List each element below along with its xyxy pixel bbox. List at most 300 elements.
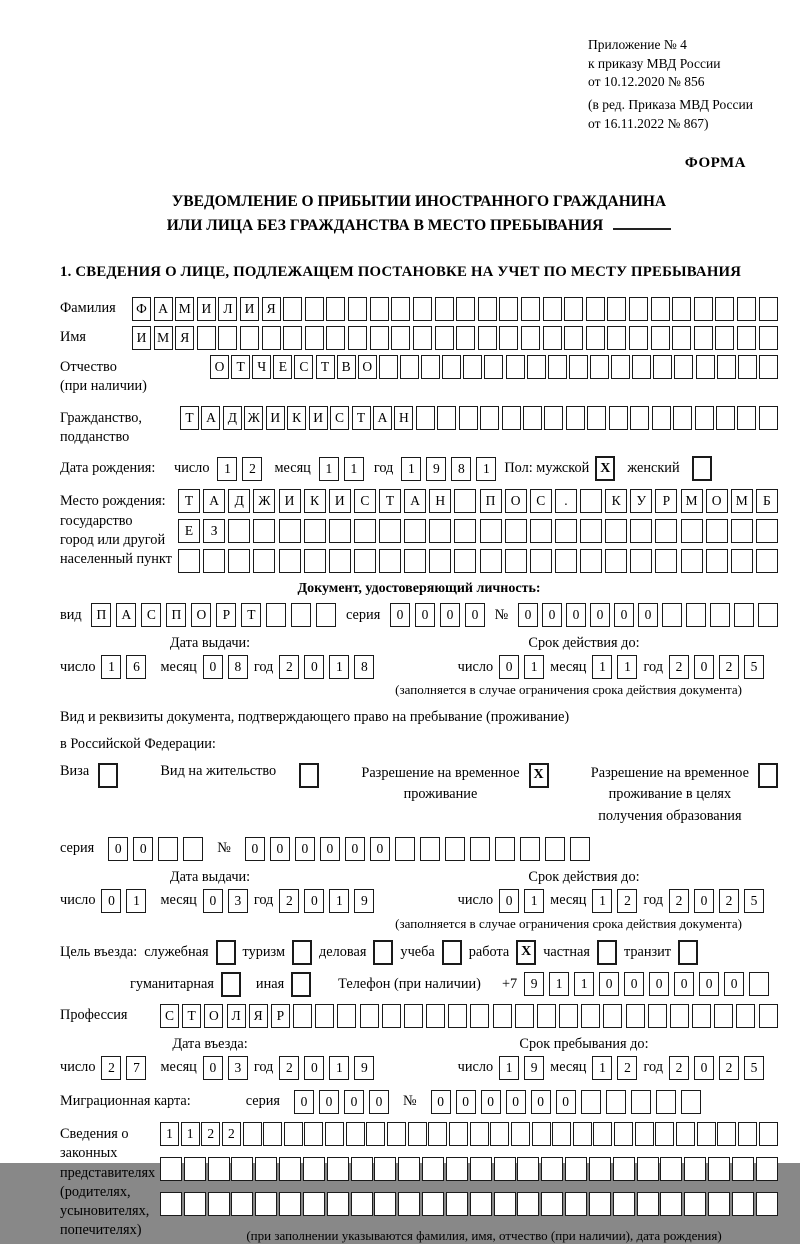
char-cell[interactable] <box>454 549 476 573</box>
char-cell[interactable]: И <box>266 406 285 430</box>
char-cell[interactable] <box>354 549 376 573</box>
char-cell[interactable] <box>626 1004 645 1028</box>
char-cell[interactable] <box>607 297 626 321</box>
char-cell[interactable] <box>530 519 552 543</box>
char-cell[interactable]: 0 <box>270 837 290 861</box>
char-cell[interactable]: 0 <box>694 655 714 679</box>
char-cell[interactable] <box>715 297 734 321</box>
char-cell[interactable] <box>605 549 627 573</box>
char-cell[interactable]: 0 <box>108 837 128 861</box>
char-cell[interactable] <box>631 1090 651 1114</box>
char-cell[interactable] <box>607 326 626 350</box>
char-cell[interactable]: К <box>605 489 627 513</box>
identity-issue-month-cells[interactable] <box>203 655 248 679</box>
char-cell[interactable] <box>681 549 703 573</box>
char-cell[interactable]: 0 <box>456 1090 476 1114</box>
char-cell[interactable] <box>253 549 275 573</box>
char-cell[interactable]: 0 <box>203 889 223 913</box>
representatives-cells-3[interactable] <box>160 1192 778 1216</box>
char-cell[interactable]: 1 <box>549 972 569 996</box>
char-cell[interactable]: С <box>530 489 552 513</box>
char-cell[interactable]: 5 <box>744 889 764 913</box>
identity-validity-month-cells[interactable] <box>592 655 637 679</box>
char-cell[interactable] <box>660 1192 682 1216</box>
char-cell[interactable] <box>208 1192 230 1216</box>
char-cell[interactable]: А <box>201 406 220 430</box>
char-cell[interactable]: 2 <box>719 889 739 913</box>
char-cell[interactable] <box>629 297 648 321</box>
char-cell[interactable]: 0 <box>295 837 315 861</box>
char-cell[interactable] <box>429 549 451 573</box>
char-cell[interactable]: 0 <box>724 972 744 996</box>
residence-validity-day-cells[interactable] <box>499 889 544 913</box>
purpose-transit-checkbox[interactable] <box>678 940 698 965</box>
char-cell[interactable] <box>589 1157 611 1181</box>
char-cell[interactable] <box>555 549 577 573</box>
char-cell[interactable] <box>325 1122 344 1146</box>
char-cell[interactable] <box>404 519 426 543</box>
char-cell[interactable] <box>590 355 609 379</box>
residence-permit-checkbox[interactable] <box>299 763 319 788</box>
char-cell[interactable] <box>370 326 389 350</box>
char-cell[interactable] <box>759 297 778 321</box>
char-cell[interactable] <box>586 326 605 350</box>
char-cell[interactable] <box>408 1122 427 1146</box>
char-cell[interactable] <box>395 837 415 861</box>
char-cell[interactable] <box>541 1192 563 1216</box>
char-cell[interactable]: 2 <box>101 1056 121 1080</box>
char-cell[interactable]: . <box>555 489 577 513</box>
char-cell[interactable]: 0 <box>638 603 658 627</box>
char-cell[interactable] <box>684 1192 706 1216</box>
char-cell[interactable]: 9 <box>524 1056 544 1080</box>
char-cell[interactable] <box>240 326 259 350</box>
residence-issue-year-cells[interactable] <box>279 889 374 913</box>
char-cell[interactable]: 0 <box>319 1090 339 1114</box>
char-cell[interactable] <box>706 519 728 543</box>
char-cell[interactable] <box>715 326 734 350</box>
char-cell[interactable]: 2 <box>617 1056 637 1080</box>
char-cell[interactable]: Е <box>178 519 200 543</box>
char-cell[interactable]: П <box>91 603 111 627</box>
char-cell[interactable] <box>346 1122 365 1146</box>
char-cell[interactable]: 0 <box>599 972 619 996</box>
residence-validity-year-cells[interactable] <box>669 889 764 913</box>
char-cell[interactable] <box>565 1192 587 1216</box>
char-cell[interactable]: И <box>279 489 301 513</box>
char-cell[interactable]: 0 <box>344 1090 364 1114</box>
char-cell[interactable] <box>490 1122 509 1146</box>
char-cell[interactable]: М <box>154 326 173 350</box>
char-cell[interactable]: Д <box>228 489 250 513</box>
char-cell[interactable] <box>494 1157 516 1181</box>
char-cell[interactable] <box>593 1122 612 1146</box>
char-cell[interactable]: С <box>330 406 349 430</box>
char-cell[interactable] <box>670 1004 689 1028</box>
char-cell[interactable] <box>329 519 351 543</box>
char-cell[interactable] <box>672 326 691 350</box>
char-cell[interactable]: 0 <box>699 972 719 996</box>
char-cell[interactable] <box>404 549 426 573</box>
char-cell[interactable] <box>184 1192 206 1216</box>
char-cell[interactable] <box>523 406 542 430</box>
char-cell[interactable] <box>470 1004 489 1028</box>
char-cell[interactable]: 0 <box>304 889 324 913</box>
representatives-cells-2[interactable] <box>160 1157 778 1181</box>
char-cell[interactable]: Т <box>352 406 371 430</box>
char-cell[interactable]: 1 <box>329 655 349 679</box>
birth-year-cells[interactable] <box>401 457 496 481</box>
residence-issue-day-cells[interactable] <box>101 889 146 913</box>
char-cell[interactable]: Р <box>655 489 677 513</box>
char-cell[interactable]: 1 <box>592 655 612 679</box>
char-cell[interactable] <box>366 1122 385 1146</box>
char-cell[interactable] <box>303 1192 325 1216</box>
char-cell[interactable] <box>279 519 301 543</box>
char-cell[interactable] <box>605 519 627 543</box>
char-cell[interactable] <box>208 1157 230 1181</box>
char-cell[interactable] <box>695 406 714 430</box>
char-cell[interactable]: З <box>203 519 225 543</box>
char-cell[interactable] <box>676 1122 695 1146</box>
char-cell[interactable] <box>586 297 605 321</box>
char-cell[interactable]: О <box>505 489 527 513</box>
char-cell[interactable] <box>398 1157 420 1181</box>
char-cell[interactable]: 0 <box>369 1090 389 1114</box>
char-cell[interactable]: 9 <box>354 1056 374 1080</box>
char-cell[interactable] <box>459 406 478 430</box>
char-cell[interactable] <box>449 1122 468 1146</box>
char-cell[interactable] <box>391 326 410 350</box>
citizenship-cells[interactable] <box>180 406 778 430</box>
char-cell[interactable] <box>517 1157 539 1181</box>
given-name-cells[interactable] <box>132 326 778 350</box>
char-cell[interactable] <box>228 519 250 543</box>
char-cell[interactable]: Т <box>180 406 199 430</box>
char-cell[interactable]: П <box>480 489 502 513</box>
char-cell[interactable] <box>266 603 286 627</box>
purpose-other-checkbox[interactable] <box>291 972 311 997</box>
char-cell[interactable]: 1 <box>476 457 496 481</box>
char-cell[interactable] <box>570 837 590 861</box>
char-cell[interactable] <box>400 355 419 379</box>
char-cell[interactable]: 8 <box>228 655 248 679</box>
char-cell[interactable] <box>756 1157 778 1181</box>
char-cell[interactable] <box>348 326 367 350</box>
char-cell[interactable] <box>673 406 692 430</box>
char-cell[interactable]: 0 <box>440 603 460 627</box>
char-cell[interactable] <box>382 1004 401 1028</box>
char-cell[interactable] <box>611 355 630 379</box>
char-cell[interactable] <box>759 406 778 430</box>
char-cell[interactable] <box>178 549 200 573</box>
char-cell[interactable]: 1 <box>574 972 594 996</box>
char-cell[interactable] <box>580 549 602 573</box>
purpose-commercial-checkbox[interactable] <box>373 940 393 965</box>
char-cell[interactable]: 2 <box>279 1056 299 1080</box>
char-cell[interactable] <box>759 355 778 379</box>
char-cell[interactable]: 5 <box>744 655 764 679</box>
char-cell[interactable]: 5 <box>744 1056 764 1080</box>
char-cell[interactable] <box>532 1122 551 1146</box>
char-cell[interactable] <box>505 519 527 543</box>
stay-day-cells[interactable] <box>499 1056 544 1080</box>
char-cell[interactable]: 2 <box>669 889 689 913</box>
char-cell[interactable]: В <box>337 355 356 379</box>
char-cell[interactable]: 0 <box>370 837 390 861</box>
char-cell[interactable] <box>759 326 778 350</box>
residence-number-cells[interactable] <box>245 837 590 861</box>
char-cell[interactable]: 1 <box>592 1056 612 1080</box>
char-cell[interactable] <box>203 549 225 573</box>
char-cell[interactable]: Я <box>262 297 281 321</box>
char-cell[interactable] <box>543 297 562 321</box>
char-cell[interactable] <box>714 1004 733 1028</box>
char-cell[interactable] <box>499 297 518 321</box>
char-cell[interactable] <box>589 1192 611 1216</box>
char-cell[interactable]: 0 <box>101 889 121 913</box>
char-cell[interactable] <box>263 1122 282 1146</box>
char-cell[interactable] <box>315 1004 334 1028</box>
char-cell[interactable]: 0 <box>304 1056 324 1080</box>
char-cell[interactable] <box>651 326 670 350</box>
char-cell[interactable]: 0 <box>542 603 562 627</box>
char-cell[interactable] <box>379 519 401 543</box>
char-cell[interactable]: О <box>204 1004 223 1028</box>
char-cell[interactable] <box>243 1122 262 1146</box>
char-cell[interactable] <box>480 549 502 573</box>
char-cell[interactable] <box>184 1157 206 1181</box>
char-cell[interactable] <box>228 549 250 573</box>
char-cell[interactable]: Т <box>182 1004 201 1028</box>
char-cell[interactable]: 2 <box>669 1056 689 1080</box>
char-cell[interactable] <box>566 406 585 430</box>
char-cell[interactable]: 2 <box>201 1122 220 1146</box>
char-cell[interactable]: 0 <box>431 1090 451 1114</box>
char-cell[interactable] <box>708 1192 730 1216</box>
char-cell[interactable] <box>291 603 311 627</box>
char-cell[interactable] <box>428 1122 447 1146</box>
char-cell[interactable] <box>694 297 713 321</box>
char-cell[interactable] <box>731 519 753 543</box>
char-cell[interactable] <box>327 1192 349 1216</box>
char-cell[interactable]: М <box>731 489 753 513</box>
sex-female-checkbox[interactable] <box>692 456 712 481</box>
char-cell[interactable]: Р <box>271 1004 290 1028</box>
char-cell[interactable] <box>662 603 682 627</box>
char-cell[interactable]: 2 <box>669 655 689 679</box>
char-cell[interactable] <box>686 603 706 627</box>
char-cell[interactable] <box>732 1192 754 1216</box>
char-cell[interactable] <box>422 1157 444 1181</box>
char-cell[interactable]: И <box>329 489 351 513</box>
char-cell[interactable]: Р <box>216 603 236 627</box>
char-cell[interactable]: 0 <box>203 655 223 679</box>
char-cell[interactable] <box>470 1192 492 1216</box>
char-cell[interactable]: Ж <box>244 406 263 430</box>
char-cell[interactable] <box>681 1090 701 1114</box>
purpose-study-checkbox[interactable] <box>442 940 462 965</box>
char-cell[interactable]: 2 <box>719 1056 739 1080</box>
birth-day-cells[interactable] <box>217 457 262 481</box>
char-cell[interactable] <box>327 1157 349 1181</box>
char-cell[interactable] <box>493 1004 512 1028</box>
char-cell[interactable]: 8 <box>451 457 471 481</box>
char-cell[interactable]: 0 <box>481 1090 501 1114</box>
char-cell[interactable]: И <box>240 297 259 321</box>
char-cell[interactable] <box>429 519 451 543</box>
char-cell[interactable]: 0 <box>304 655 324 679</box>
char-cell[interactable]: 2 <box>617 889 637 913</box>
birth-month-cells[interactable] <box>319 457 364 481</box>
char-cell[interactable] <box>293 1004 312 1028</box>
char-cell[interactable] <box>437 406 456 430</box>
char-cell[interactable] <box>456 326 475 350</box>
char-cell[interactable]: К <box>287 406 306 430</box>
char-cell[interactable]: 1 <box>524 889 544 913</box>
char-cell[interactable] <box>515 1004 534 1028</box>
char-cell[interactable] <box>517 1192 539 1216</box>
char-cell[interactable] <box>494 1192 516 1216</box>
identity-issue-day-cells[interactable] <box>101 655 146 679</box>
char-cell[interactable]: Т <box>379 489 401 513</box>
char-cell[interactable]: И <box>309 406 328 430</box>
char-cell[interactable] <box>758 603 778 627</box>
char-cell[interactable] <box>454 519 476 543</box>
char-cell[interactable] <box>736 1004 755 1028</box>
char-cell[interactable] <box>231 1192 253 1216</box>
char-cell[interactable] <box>416 406 435 430</box>
char-cell[interactable]: 2 <box>719 655 739 679</box>
char-cell[interactable]: 0 <box>133 837 153 861</box>
char-cell[interactable] <box>442 355 461 379</box>
char-cell[interactable] <box>448 1004 467 1028</box>
char-cell[interactable] <box>470 1122 489 1146</box>
char-cell[interactable]: 8 <box>354 655 374 679</box>
residence-series-cells[interactable] <box>108 837 203 861</box>
char-cell[interactable] <box>326 326 345 350</box>
char-cell[interactable]: 1 <box>319 457 339 481</box>
char-cell[interactable]: 0 <box>614 603 634 627</box>
entry-month-cells[interactable] <box>203 1056 248 1080</box>
char-cell[interactable]: 0 <box>590 603 610 627</box>
char-cell[interactable]: 0 <box>499 655 519 679</box>
char-cell[interactable] <box>426 1004 445 1028</box>
char-cell[interactable] <box>756 519 778 543</box>
char-cell[interactable] <box>564 297 583 321</box>
char-cell[interactable] <box>413 297 432 321</box>
char-cell[interactable]: А <box>404 489 426 513</box>
char-cell[interactable]: Я <box>175 326 194 350</box>
char-cell[interactable] <box>279 549 301 573</box>
char-cell[interactable] <box>543 326 562 350</box>
char-cell[interactable]: П <box>166 603 186 627</box>
identity-issue-year-cells[interactable] <box>279 655 374 679</box>
char-cell[interactable] <box>435 326 454 350</box>
char-cell[interactable] <box>398 1192 420 1216</box>
char-cell[interactable] <box>759 1122 778 1146</box>
char-cell[interactable] <box>387 1122 406 1146</box>
char-cell[interactable]: И <box>197 297 216 321</box>
char-cell[interactable] <box>734 603 754 627</box>
char-cell[interactable]: М <box>175 297 194 321</box>
char-cell[interactable] <box>655 519 677 543</box>
char-cell[interactable] <box>326 297 345 321</box>
char-cell[interactable]: С <box>294 355 313 379</box>
char-cell[interactable]: 0 <box>415 603 435 627</box>
char-cell[interactable]: С <box>354 489 376 513</box>
char-cell[interactable] <box>480 519 502 543</box>
char-cell[interactable] <box>255 1192 277 1216</box>
char-cell[interactable]: 7 <box>126 1056 146 1080</box>
char-cell[interactable] <box>379 549 401 573</box>
char-cell[interactable] <box>606 1090 626 1114</box>
char-cell[interactable]: 2 <box>279 655 299 679</box>
char-cell[interactable] <box>305 297 324 321</box>
char-cell[interactable] <box>253 519 275 543</box>
char-cell[interactable] <box>521 297 540 321</box>
char-cell[interactable] <box>304 1122 323 1146</box>
char-cell[interactable] <box>305 326 324 350</box>
char-cell[interactable] <box>435 297 454 321</box>
char-cell[interactable] <box>262 326 281 350</box>
char-cell[interactable]: Ф <box>132 297 151 321</box>
char-cell[interactable]: К <box>304 489 326 513</box>
identity-doc-series-cells[interactable] <box>390 603 485 627</box>
char-cell[interactable] <box>470 837 490 861</box>
char-cell[interactable] <box>614 1122 633 1146</box>
char-cell[interactable]: А <box>154 297 173 321</box>
char-cell[interactable] <box>502 406 521 430</box>
purpose-private-checkbox[interactable] <box>597 940 617 965</box>
char-cell[interactable] <box>717 355 736 379</box>
char-cell[interactable]: 0 <box>320 837 340 861</box>
char-cell[interactable]: Я <box>249 1004 268 1028</box>
char-cell[interactable]: Т <box>316 355 335 379</box>
char-cell[interactable] <box>696 355 715 379</box>
char-cell[interactable] <box>329 549 351 573</box>
char-cell[interactable] <box>630 549 652 573</box>
char-cell[interactable]: О <box>358 355 377 379</box>
char-cell[interactable]: 1 <box>329 1056 349 1080</box>
char-cell[interactable] <box>637 1157 659 1181</box>
char-cell[interactable]: 1 <box>617 655 637 679</box>
char-cell[interactable]: О <box>706 489 728 513</box>
char-cell[interactable] <box>569 355 588 379</box>
char-cell[interactable] <box>303 1157 325 1181</box>
char-cell[interactable]: Т <box>241 603 261 627</box>
char-cell[interactable] <box>158 837 178 861</box>
migration-series-cells[interactable] <box>294 1090 389 1114</box>
char-cell[interactable] <box>630 519 652 543</box>
char-cell[interactable]: А <box>373 406 392 430</box>
char-cell[interactable] <box>580 519 602 543</box>
char-cell[interactable] <box>505 549 527 573</box>
char-cell[interactable] <box>732 1157 754 1181</box>
char-cell[interactable]: 1 <box>160 1122 179 1146</box>
edu-permit-checkbox[interactable] <box>758 763 778 788</box>
char-cell[interactable] <box>581 1090 601 1114</box>
char-cell[interactable] <box>413 326 432 350</box>
char-cell[interactable] <box>710 603 730 627</box>
char-cell[interactable]: 0 <box>674 972 694 996</box>
char-cell[interactable] <box>537 1004 556 1028</box>
entry-day-cells[interactable] <box>101 1056 146 1080</box>
char-cell[interactable]: 0 <box>499 889 519 913</box>
char-cell[interactable] <box>255 1157 277 1181</box>
char-cell[interactable]: 0 <box>203 1056 223 1080</box>
char-cell[interactable]: 1 <box>401 457 421 481</box>
